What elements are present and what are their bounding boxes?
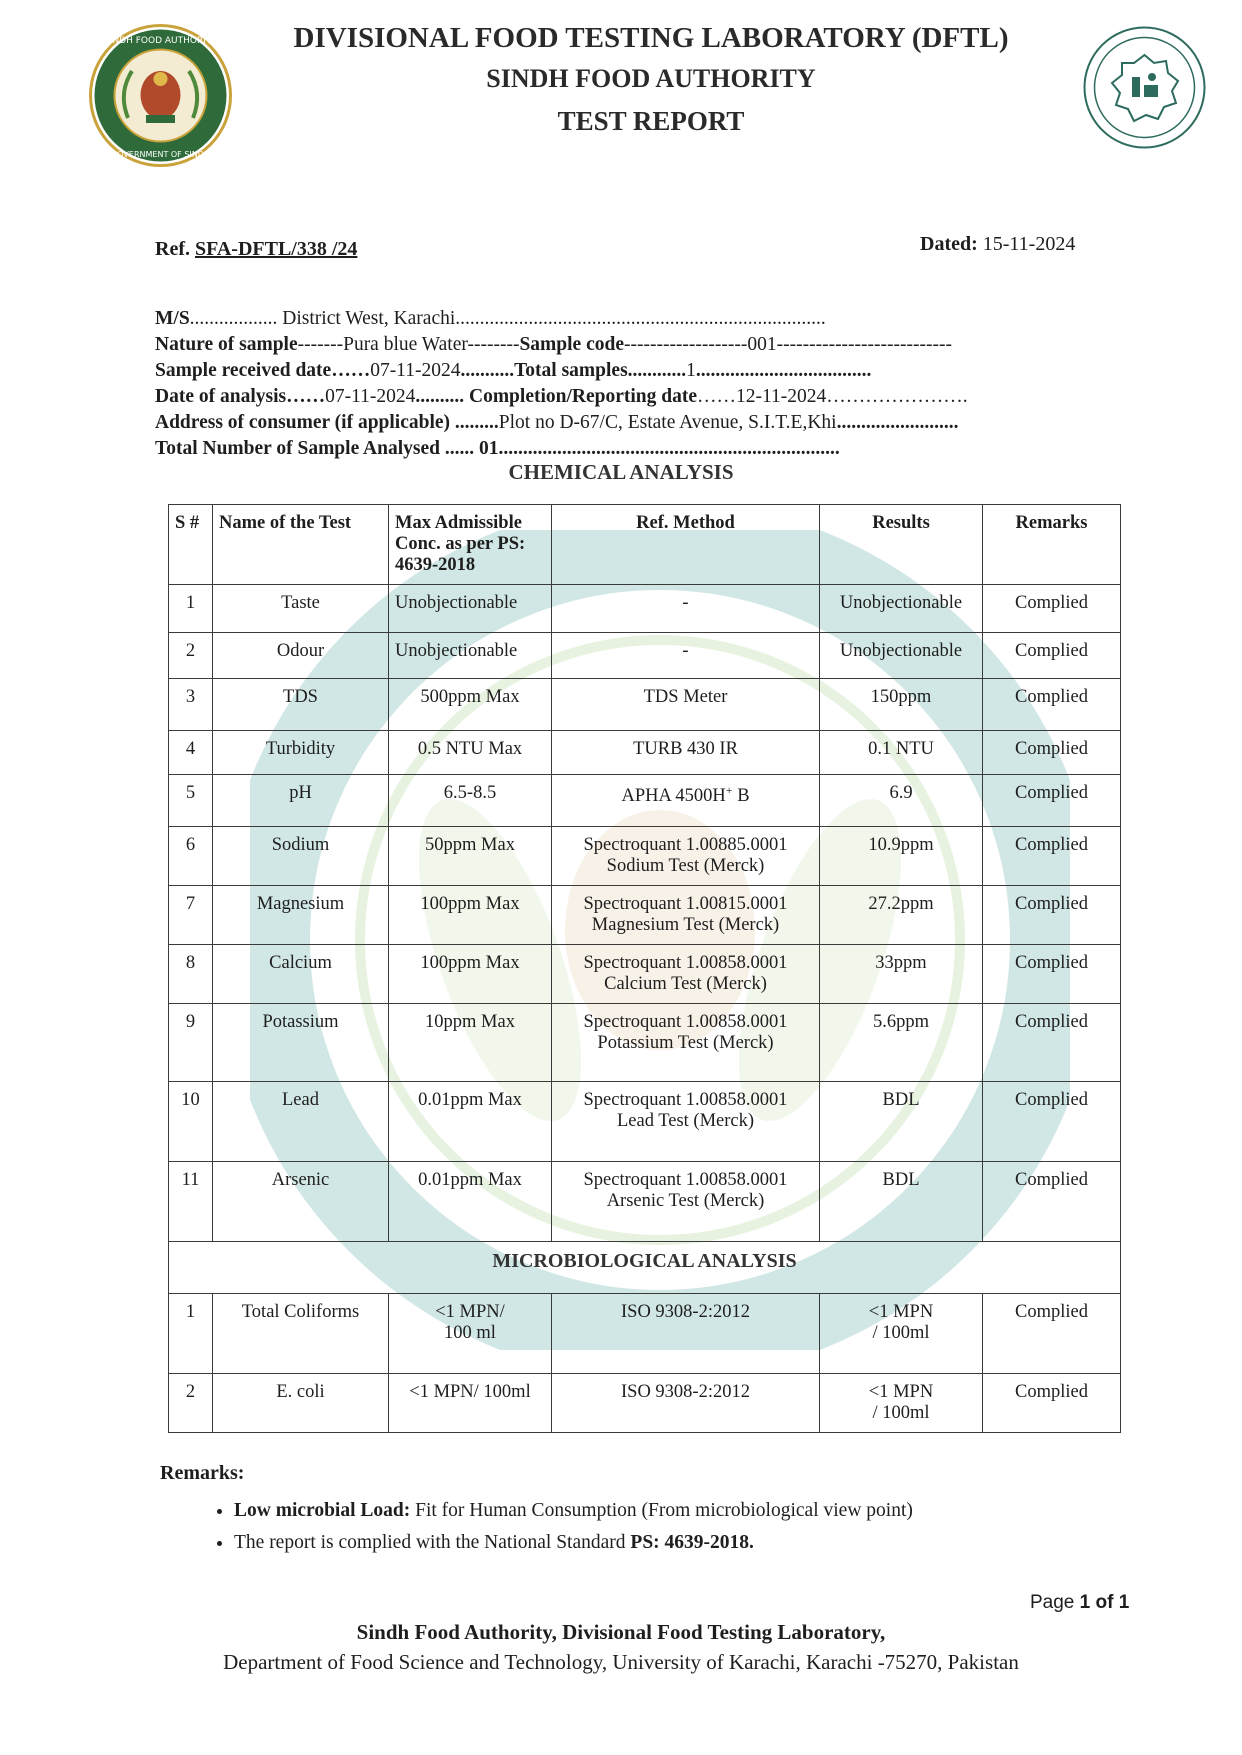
info-nature: Nature of sample-------Pura blue Water--------Sample code-------------------001---------------------------	[155, 334, 952, 355]
remark-1-bold: Low microbial Load:	[234, 1500, 411, 1521]
remark-2-bold: PS: 4639-2018.	[630, 1532, 754, 1553]
cell-test-name: Lead	[213, 1082, 389, 1162]
table-row	[169, 1162, 1121, 1242]
cell-result: BDL	[820, 1082, 983, 1162]
info-received: Sample received date……07-11-2024...........Total samples............1....................................	[155, 360, 872, 381]
table-row	[169, 775, 1121, 827]
cell-test-name: Potassium	[213, 1004, 389, 1082]
cell-result: 5.6ppm	[820, 1004, 983, 1082]
ref-method-superscript: +	[725, 783, 733, 797]
cell-max: Unobjectionable	[389, 633, 552, 679]
table-row	[169, 1294, 1121, 1374]
cell-remark: Complied	[983, 679, 1121, 731]
cell-ref	[552, 827, 820, 886]
cell-test-name: Taste	[213, 585, 389, 633]
ref-method-line1: Spectroquant 1.00815.0001	[583, 894, 788, 914]
page-number	[1030, 1592, 1129, 1614]
cell-result: 10.9ppm	[820, 827, 983, 886]
header-results: Results	[820, 505, 983, 585]
micro-analysis-title: MICROBIOLOGICAL ANALYSIS	[169, 1242, 1121, 1294]
cell-max: Unobjectionable	[389, 585, 552, 633]
cell-sno: 8	[169, 945, 213, 1004]
cell-test-name: Total Coliforms	[213, 1294, 389, 1374]
cell-max: <1 MPN/ 100ml	[389, 1374, 552, 1433]
ref-method-line2: Magnesium Test (Merck)	[591, 915, 780, 935]
table-row	[169, 633, 1121, 679]
reference-number: SFA-DFTL/338 /24	[194, 238, 358, 260]
cell-ref: -	[552, 585, 820, 633]
header-max-conc: Max Admissible Conc. as per PS: 4639-2018	[389, 505, 552, 585]
ref-method-line1: Spectroquant 1.00858.0001	[583, 953, 788, 973]
cell-result	[820, 1374, 983, 1433]
completion-label: Completion/Reporting date	[468, 386, 698, 407]
cell-max: 0.5 NTU Max	[389, 731, 552, 775]
micro-section-row	[169, 1242, 1121, 1294]
table-row	[169, 1374, 1121, 1433]
info-analysis: Date of analysis……07-11-2024.......... Completion/Reporting date……12-11-2024………………….	[155, 386, 968, 407]
cell-result: BDL	[820, 1162, 983, 1242]
ref-method-line1: Spectroquant 1.00858.0001	[583, 1012, 788, 1032]
cell-remark: Complied	[983, 1374, 1121, 1433]
remarks-title: Remarks:	[160, 1462, 245, 1484]
total-label: Total samples	[514, 360, 628, 381]
cell-sno: 2	[169, 633, 213, 679]
table-row	[169, 1004, 1121, 1082]
cell-remark: Complied	[983, 1294, 1121, 1374]
cell-test-name: E. coli	[213, 1374, 389, 1433]
cell-test-name: Odour	[213, 633, 389, 679]
cell-test-name: Sodium	[213, 827, 389, 886]
header-ref-method: Ref. Method	[552, 505, 820, 585]
page-total: 1	[1118, 1592, 1130, 1613]
test-results-table	[168, 504, 1121, 1433]
cell-test-name: Magnesium	[213, 886, 389, 945]
cell-max: 100ppm Max	[389, 945, 552, 1004]
cell-result: 6.9	[820, 775, 983, 827]
ms-value: District West, Karachi	[282, 308, 456, 329]
page-current: 1	[1079, 1592, 1091, 1613]
reference-label: Ref.	[155, 238, 190, 260]
cell-remark: Complied	[983, 731, 1121, 775]
header-remarks: Remarks	[983, 505, 1121, 585]
max-line2: 100 ml	[444, 1323, 496, 1343]
cell-sno: 2	[169, 1374, 213, 1433]
completion-value: 12-11-2024	[736, 386, 827, 407]
cell-ref	[552, 1162, 820, 1242]
analysis-label: Date of analysis	[155, 386, 287, 407]
cell-test-name: Calcium	[213, 945, 389, 1004]
cell-max: 50ppm Max	[389, 827, 552, 886]
cell-sno: 1	[169, 585, 213, 633]
nature-value: Pura blue Water	[343, 334, 468, 355]
lab-title: DIVISIONAL FOOD TESTING LABORATORY (DFTL)	[293, 22, 1009, 54]
ref-method-text: APHA 4500H	[621, 786, 726, 807]
cell-sno: 6	[169, 827, 213, 886]
nature-label: Nature of sample	[155, 334, 298, 355]
table-row	[169, 827, 1121, 886]
list-item	[234, 1532, 913, 1554]
cell-sno: 7	[169, 886, 213, 945]
info-ms: M/S.................. District West, Karachi............................................................................	[155, 308, 826, 329]
remarks-list	[186, 1492, 913, 1564]
ms-label: M/S	[155, 308, 190, 329]
info-address: Address of consumer (if applicable) .........Plot no D-67/C, Estate Avenue, S.I.T.E,Khi.........................	[155, 412, 959, 433]
address-label: Address of consumer (if applicable)	[155, 412, 451, 433]
dated-value: 15-11-2024	[982, 233, 1076, 255]
cell-result: Unobjectionable	[820, 633, 983, 679]
received-label: Sample received date	[155, 360, 332, 381]
remark-2-text: The report is complied with the National Standard	[234, 1532, 631, 1553]
list-item	[234, 1500, 913, 1522]
report-date	[920, 233, 1075, 256]
svg-text:SINDH FOOD AUTHORITY: SINDH FOOD AUTHORITY	[104, 36, 217, 46]
received-value: 07-11-2024	[370, 360, 461, 381]
analysis-value: 07-11-2024	[325, 386, 416, 407]
svg-text:GOVERNMENT OF SINDH: GOVERNMENT OF SINDH	[111, 150, 210, 159]
cell-sno: 10	[169, 1082, 213, 1162]
cell-remark: Complied	[983, 775, 1121, 827]
cell-test-name: Arsenic	[213, 1162, 389, 1242]
result-line2: / 100ml	[872, 1323, 930, 1343]
cell-ref: TDS Meter	[552, 679, 820, 731]
ref-method-line1: Spectroquant 1.00858.0001	[583, 1090, 788, 1110]
cell-ref	[552, 1082, 820, 1162]
cell-remark: Complied	[983, 827, 1121, 886]
cell-max: 100ppm Max	[389, 886, 552, 945]
cell-ref: TURB 430 IR	[552, 731, 820, 775]
total-value: 1	[686, 360, 696, 381]
cell-remark: Complied	[983, 1162, 1121, 1242]
cell-ref	[552, 886, 820, 945]
code-value: 001	[747, 334, 777, 355]
cell-result	[820, 1294, 983, 1374]
table-row	[169, 679, 1121, 731]
ref-method-line2: Sodium Test (Merck)	[606, 856, 765, 876]
remark-1-text: Fit for Human Consumption (From microbiological view point)	[410, 1500, 913, 1521]
info-analysed: Total Number of Sample Analysed ...... 01......................................................................	[155, 438, 840, 459]
header-test-name: Name of the Test	[213, 505, 389, 585]
cell-max	[389, 1294, 552, 1374]
footer-line-1: Sindh Food Authority, Divisional Food Testing Laboratory,	[356, 1620, 886, 1644]
cell-result: 150ppm	[820, 679, 983, 731]
ref-method-line2: Calcium Test (Merck)	[604, 974, 767, 994]
page-of: of	[1095, 1592, 1114, 1613]
authority-title: SINDH FOOD AUTHORITY	[486, 64, 816, 93]
page-label: Page	[1030, 1592, 1075, 1613]
cell-remark: Complied	[983, 1082, 1121, 1162]
table-row	[169, 945, 1121, 1004]
ref-method-line2: Potassium Test (Merck)	[597, 1033, 774, 1053]
analysed-label: Total Number of Sample Analysed	[155, 438, 440, 459]
cell-max: 0.01ppm Max	[389, 1162, 552, 1242]
cell-ref	[552, 1004, 820, 1082]
cell-ref	[552, 775, 820, 827]
cell-sno: 4	[169, 731, 213, 775]
address-value: Plot no D-67/C, Estate Avenue, S.I.T.E,Khi	[498, 412, 837, 433]
analysed-value: 01	[478, 438, 499, 459]
cell-test-name: TDS	[213, 679, 389, 731]
cell-ref	[552, 945, 820, 1004]
cell-result: Unobjectionable	[820, 585, 983, 633]
cell-sno: 3	[169, 679, 213, 731]
dated-label: Dated:	[920, 233, 978, 255]
table-row	[169, 1082, 1121, 1162]
cell-max: 500ppm Max	[389, 679, 552, 731]
cell-sno: 9	[169, 1004, 213, 1082]
table-row	[169, 731, 1121, 775]
cell-sno: 1	[169, 1294, 213, 1374]
ref-method-line2: Lead Test (Merck)	[616, 1111, 755, 1131]
cell-ref: -	[552, 633, 820, 679]
cell-remark: Complied	[983, 886, 1121, 945]
cell-sno: 11	[169, 1162, 213, 1242]
cell-result: 27.2ppm	[820, 886, 983, 945]
ref-method-line2: Arsenic Test (Merck)	[606, 1191, 765, 1211]
chemical-analysis-title: CHEMICAL ANALYSIS	[508, 460, 734, 484]
cell-test-name: pH	[213, 775, 389, 827]
table-row	[169, 585, 1121, 633]
result-line1: <1 MPN	[868, 1302, 934, 1322]
reference	[155, 238, 357, 261]
cell-ref: ISO 9308-2:2012	[552, 1374, 820, 1433]
report-title: TEST REPORT	[557, 106, 745, 136]
cell-remark: Complied	[983, 1004, 1121, 1082]
footer-line-2: Department of Food Science and Technology, University of Karachi, Karachi -75270, Pakistan	[223, 1650, 1019, 1674]
ref-method-line1: Spectroquant 1.00858.0001	[583, 1170, 788, 1190]
cell-remark: Complied	[983, 633, 1121, 679]
cell-max: 6.5-8.5	[389, 775, 552, 827]
ref-method-suffix: B	[732, 786, 750, 807]
cell-sno: 5	[169, 775, 213, 827]
table-header-row	[169, 505, 1121, 585]
cell-result: 0.1 NTU	[820, 731, 983, 775]
ref-method-line1: Spectroquant 1.00885.0001	[583, 835, 788, 855]
cell-remark: Complied	[983, 585, 1121, 633]
cell-max: 10ppm Max	[389, 1004, 552, 1082]
table-row	[169, 886, 1121, 945]
cell-ref: ISO 9308-2:2012	[552, 1294, 820, 1374]
result-line2: / 100ml	[872, 1403, 930, 1423]
header-sno: S #	[169, 505, 213, 585]
code-label: Sample code	[519, 334, 624, 355]
cell-max: 0.01ppm Max	[389, 1082, 552, 1162]
cell-result: 33ppm	[820, 945, 983, 1004]
cell-test-name: Turbidity	[213, 731, 389, 775]
cell-remark: Complied	[983, 945, 1121, 1004]
result-line1: <1 MPN	[868, 1382, 934, 1402]
max-line1: <1 MPN/	[435, 1302, 505, 1322]
